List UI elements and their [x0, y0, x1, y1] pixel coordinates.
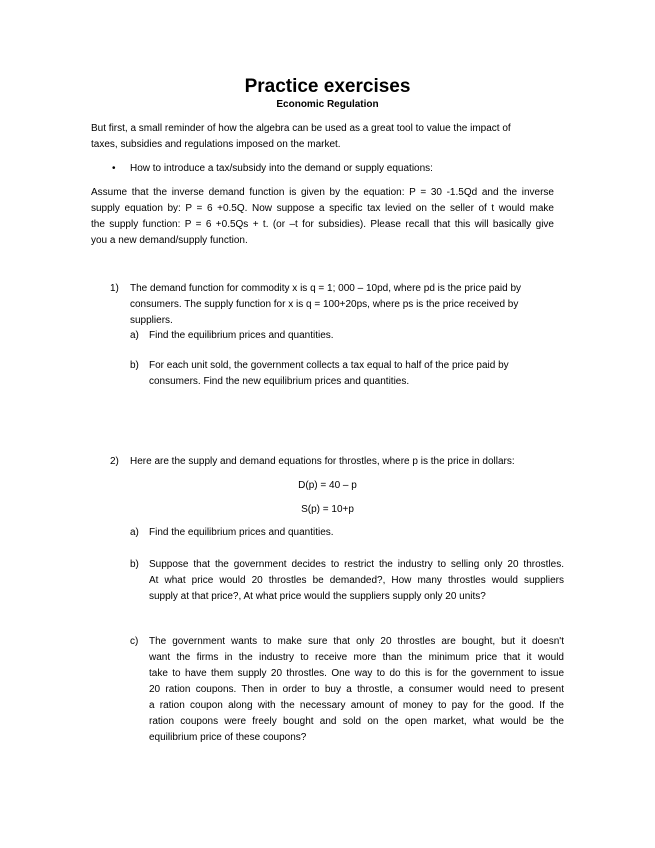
q2a-text: Find the equilibrium prices and quantities. [149, 527, 334, 538]
assume-line-2: supply equation by: P = 6 +0.5Q. Now suppose a specific tax levied on the seller of t would make [91, 203, 554, 214]
q2c-line-3: take to have them supply 20 throstles. One way to do this is for the government to issue [149, 668, 564, 679]
q1b-label: b) [130, 360, 139, 371]
q1b-line-2: consumers. Find the new equilibrium prices and quantities. [149, 376, 410, 387]
intro-line-1: But first, a small reminder of how the algebra can be used as a great tool to value the impact of [91, 123, 511, 134]
q2c-line-7: equilibrium price of these coupons? [149, 732, 307, 743]
q2b-line-1: Suppose that the government decides to restrict the industry to selling only 20 throstles. [149, 559, 564, 570]
q2-line: Here are the supply and demand equations for throstles, where p is the price in dollars: [130, 456, 515, 467]
assume-line-1: Assume that the inverse demand function is given by the equation: P = 30 -1.5Qd and the inverse [91, 187, 554, 198]
q2-demand-equation: D(p) = 40 – p [298, 480, 357, 491]
q1b-line-1: For each unit sold, the government collects a tax equal to half of the price paid by [149, 360, 509, 371]
assume-line-4: you a new demand/supply function. [91, 235, 248, 246]
q2a-label: a) [130, 527, 139, 538]
q2c-line-4: 20 ration coupons. Then in order to buy a throstle, a consumer would need to present [149, 684, 564, 695]
q2b-label: b) [130, 559, 139, 570]
q2b-line-3: supply at that price?, At what price would the suppliers supply only 20 units? [149, 591, 486, 602]
assume-line-3: the supply function: P = 6 +0.5Qs + t. (or –t for subsidies). Please recall that this will basically give [91, 219, 554, 230]
q2c-line-2: want the firms in the industry to receive more than the minimum price that it would [149, 652, 564, 663]
q1-line-1: The demand function for commodity x is q = 1; 000 – 10pd, where pd is the price paid by [130, 283, 522, 294]
q1-number: 1) [110, 283, 119, 294]
page-subtitle: Economic Regulation [276, 99, 379, 110]
q2c-line-6: ration coupons were freely bought and sold on the open market, what would be the [149, 716, 564, 727]
q1a-label: a) [130, 330, 139, 341]
bullet-icon: • [112, 163, 116, 174]
q2b-line-2: At what price would 20 throstles be demanded?, How many throstles would suppliers [149, 575, 564, 586]
q1-line-2: consumers. The supply function for x is q = 100+20ps, where ps is the price received by [130, 299, 519, 310]
q2c-label: c) [130, 636, 139, 647]
q2-number: 2) [110, 456, 119, 467]
q1a-text: Find the equilibrium prices and quantities. [149, 330, 334, 341]
bullet-text: How to introduce a tax/subsidy into the demand or supply equations: [130, 163, 433, 174]
intro-line-2: taxes, subsidies and regulations imposed on the market. [91, 139, 341, 150]
q1-line-3: suppliers. [130, 315, 173, 326]
q2c-line-1: The government wants to make sure that only 20 throstles are bought, but it doesn't [149, 636, 564, 647]
page-title: Practice exercises [244, 76, 411, 97]
q2c-line-5: a ration coupon along with the necessary amount of money to pay for the good. If the [149, 700, 564, 711]
q2-supply-equation: S(p) = 10+p [301, 504, 354, 515]
